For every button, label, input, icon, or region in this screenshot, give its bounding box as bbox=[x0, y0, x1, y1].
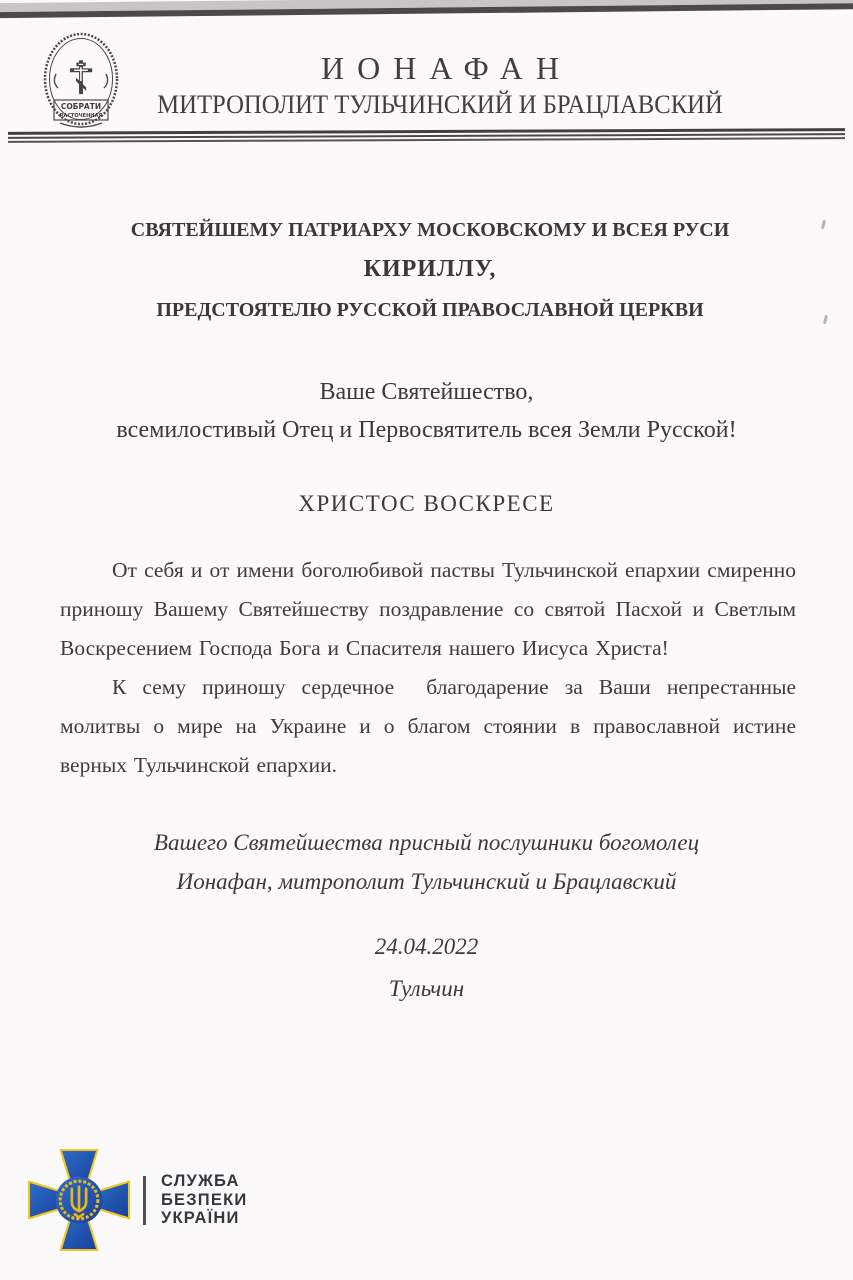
letter-place: Тульчин bbox=[388, 976, 465, 1001]
letter-date: 24.04.2022 bbox=[374, 934, 479, 959]
metropolitan-name: ИОНАФАН bbox=[321, 50, 572, 86]
salutation-line1: Ваше Святейшество, bbox=[319, 379, 534, 405]
addressee-name: КИРИЛЛУ, bbox=[363, 256, 497, 282]
paschal-greeting: ХРИСТОС ВОСКРЕСЕ bbox=[298, 491, 555, 516]
seal-motto-line2: РАСТОЧЕННАЯ bbox=[59, 113, 103, 119]
letterhead-text bbox=[120, 50, 760, 120]
addressee-line3: ПРЕДСТОЯТЕЛЮ РУССКОЙ ПРАВОСЛАВНОЙ ЦЕРКВИ bbox=[156, 299, 704, 321]
sbu-org-line1: СЛУЖБА bbox=[161, 1172, 240, 1190]
sbu-org-line2: БЕЗПЕКИ bbox=[161, 1190, 248, 1209]
letterhead-divider bbox=[8, 128, 845, 143]
sbu-org-line3: УКРАЇНИ bbox=[161, 1209, 240, 1227]
paragraph-2: К сему приношу сердечное благодарение за Ваши непрестанные молитвы о мире на Украине и о благом стоянии в православной истине верных Тульчинской епархии. bbox=[60, 675, 796, 777]
diocese-seal bbox=[42, 32, 120, 130]
seal-ribbon bbox=[60, 123, 102, 127]
scan-speck bbox=[823, 315, 828, 324]
signature-line1: Вашего Святейшества присный послушники богомолец bbox=[153, 830, 700, 855]
metropolitan-title: МИТРОПОЛИТ ТУЛЬЧИНСКИЙ И БРАЦЛАВСКИЙ bbox=[157, 90, 723, 119]
seal-motto-line1: СОБРАТИ bbox=[60, 102, 102, 111]
addressee-block bbox=[60, 219, 800, 322]
salutation-line2: всемилостивый Отец и Первосвятитель всея Земли Русской! bbox=[116, 417, 737, 443]
sbu-divider bbox=[143, 1176, 146, 1225]
paragraph-1: От себя и от имени боголюбивой паствы Тульчинской епархии смиренно приношу Вашему Святейшеству поздравление со святой Пасхой и Светлым Воскресением Господа Бога и Спасителя нашего Иисуса Христа! bbox=[60, 558, 796, 660]
sbu-org-name bbox=[161, 1172, 247, 1228]
letter-paragraphs bbox=[60, 551, 796, 785]
orthodox-cross-icon: ☦ bbox=[66, 51, 96, 105]
addressee-line1: СВЯТЕЙШЕМУ ПАТРИАРХУ МОСКОВСКОМУ И ВСЕЯ РУСИ bbox=[130, 219, 730, 241]
signature-line2: Ионафан, митрополит Тульчинский и Брацлавский bbox=[176, 869, 677, 894]
scan-speck bbox=[821, 220, 826, 229]
scan-edge-artifact bbox=[0, 0, 853, 18]
sbu-emblem-icon bbox=[28, 1149, 130, 1251]
